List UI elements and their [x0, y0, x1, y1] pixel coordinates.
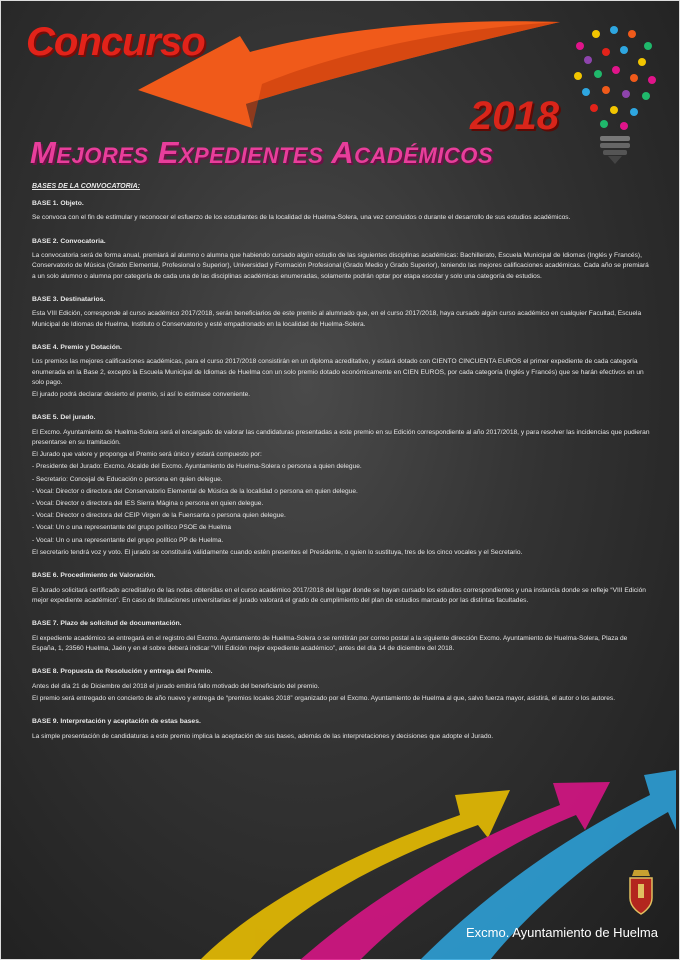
base-paragraph: El premio será entregado en concierto de año nuevo y entrega de “premios locales 2018” organizado por el Excmo. Ayuntamiento de Huelma al que, salvo fuerza mayor, asistirá, el autor o los autores. [32, 694, 616, 702]
bases-subtitle: BASES DE LA CONVOCATORIA: [32, 183, 140, 190]
base-section [32, 619, 652, 654]
base-title: BASE 1. Objeto. [32, 199, 84, 207]
main-title: Mejores Expedientes Académicos [30, 135, 494, 170]
base-title: BASE 7. Plazo de solicitud de documentación. [32, 620, 182, 628]
concurso-title: Concurso [26, 20, 205, 64]
base-paragraph: - Vocal: Un o una representante del grupo político PP de Huelma. [32, 536, 224, 544]
base-section [32, 199, 652, 224]
base-paragraph: Esta VIII Edición, corresponde al curso académico 2017/2018, serán beneficiarios de este premio al alumnado que, en el curso 2017/2018, haya cursado algún curso académico en cualquier Facultad, Escuela Municipal de Idiomas de Huelma, Instituto o Conservatorio y esté empadronado en la localidad de Huelma-Solera. [32, 310, 642, 328]
base-paragraph: El secretario tendrá voz y voto. El jurado se constituirá válidamente cuando estén presentes el Presidente, o quien lo sustituya, tres de los cinco vocales y el Secretario. [32, 548, 523, 556]
base-section [32, 237, 652, 282]
bases-list [32, 199, 652, 742]
base-paragraph: El Jurado solicitará certificado acreditativo de las notas obtenidas en el curso académico 2017/2018 del lugar donde se hayan cursado los estudios correspondientes y una instancia donde se refleje “VIII Edición mejor expediente académico”. En caso de titulaciones universitarias el jurado valorará el grado de cumplimiento del plan de estudios marcado por las distintas facultades. [32, 586, 646, 604]
base-title: BASE 8. Propuesta de Resolución y entrega del Premio. [32, 668, 213, 676]
base-section [32, 413, 652, 558]
year-title: 2018 [470, 94, 559, 138]
base-paragraph: Antes del día 21 de Diciembre del 2018 el jurado emitirá fallo motivado del beneficiario del premio. [32, 682, 320, 690]
base-title: BASE 2. Convocatoria. [32, 237, 106, 245]
base-paragraph: La simple presentación de candidaturas a este premio implica la aceptación de sus bases, además de las interpretaciones y decisiones que adopte el Jurado. [32, 732, 494, 740]
base-title: BASE 4. Premio y Dotación. [32, 343, 122, 351]
base-title: BASE 5. Del jurado. [32, 414, 96, 422]
coat-of-arms-icon [626, 866, 656, 916]
base-paragraph: Se convoca con el fin de estimular y reconocer el esfuerzo de los estudiantes de la localidad de Huelma-Solera, una vez concluidos o durante el desarrollo de sus estudios académicos. [32, 214, 571, 222]
base-paragraph: Los premios las mejores calificaciones académicas, para el curso 2017/2018 consistirán en un diploma acreditativo, y estará dotado con CIENTO CINCUENTA EUROS el primer expediente de cada categoría enumerada en la Base 2, excepto la Escuela Municipal de Idiomas de Huelma con un solo premio dotado económicamente en CIEN EUROS, por cada categoría (Inglés y Francés) que se harán efectivos en un solo pago. [32, 358, 644, 386]
base-paragraph: El jurado podrá declarar desierto el premio, si así lo estimase conveniente. [32, 390, 251, 398]
base-paragraph: - Vocal: Un o una representante del grupo político PSOE de Huelma [32, 524, 232, 532]
base-section [32, 717, 652, 742]
base-paragraph: La convocatoria será de forma anual, premiará al alumno o alumna que habiendo cursado algún estudio de las siguientes disciplinas académicas: Bachillerato, Escuela Municipal de Idiomas (Inglés y Francés), Conservatorio de Música (Grado Elemental, Profesional o Superior), Universidad y Formación Profesional (Grado Medio y Grado Superior), teniendo las mejores calificaciones académicas. Cada año se premiará a un solo alumno o alumna por categoría de cada una de las disciplinas académicas enumeradas, solamente podrán optar por etapa escolar y solo una categoría de estudios. [32, 252, 649, 280]
base-title: BASE 3. Destinatarios. [32, 295, 106, 303]
base-paragraph: - Vocal: Director o directora del CEIP Virgen de la Fuensanta o persona quien delegue. [32, 512, 286, 520]
bases-content [32, 182, 652, 755]
base-paragraph: El expediente académico se entregará en el registro del Excmo. Ayuntamiento de Huelma-Solera o se remitirán por correo postal a la siguiente dirección Excmo. Ayuntamiento de Huelma-Solera, Plaza de España, 1, 23560 Huelma, Jaén y en el sobre deberá indicar “VIII Edición mejor expediente académico”, antes del día 14 de diciembre del 2018. [32, 634, 628, 652]
base-section [32, 295, 652, 330]
base-title: BASE 9. Interpretación y aceptación de estas bases. [32, 718, 201, 725]
base-paragraph: - Secretario: Concejal de Educación o persona en quien delegue. [32, 475, 223, 483]
base-paragraph: El Excmo. Ayuntamiento de Huelma-Solera será el encargado de valorar las candidaturas presentadas a este premio en su Edición correspondiente al año 2017/2018, y para resolver las incidencias que pudieran presentarse en su tramitación. [32, 428, 650, 446]
base-title: BASE 6. Procedimiento de Valoración. [32, 572, 156, 580]
lightbulb-icon [568, 24, 668, 174]
base-section [32, 667, 652, 704]
base-paragraph: - Presidente del Jurado: Excmo. Alcalde del Excmo. Ayuntamiento de Huelma-Solera o persona a quien delegue. [32, 463, 362, 471]
base-section [32, 343, 652, 400]
footer-text: Excmo. Ayuntamiento de Huelma [466, 925, 658, 940]
base-paragraph: - Vocal: Director o directora del Conservatorio Elemental de Música de la localidad o persona en quien delegue. [32, 487, 358, 495]
base-paragraph: El Jurado que valore y proponga el Premio será único y estará compuesto por: [32, 451, 262, 459]
base-paragraph: - Vocal: Director o directora del IES Sierra Mágina o persona en quien delegue. [32, 500, 264, 507]
base-section [32, 571, 652, 606]
